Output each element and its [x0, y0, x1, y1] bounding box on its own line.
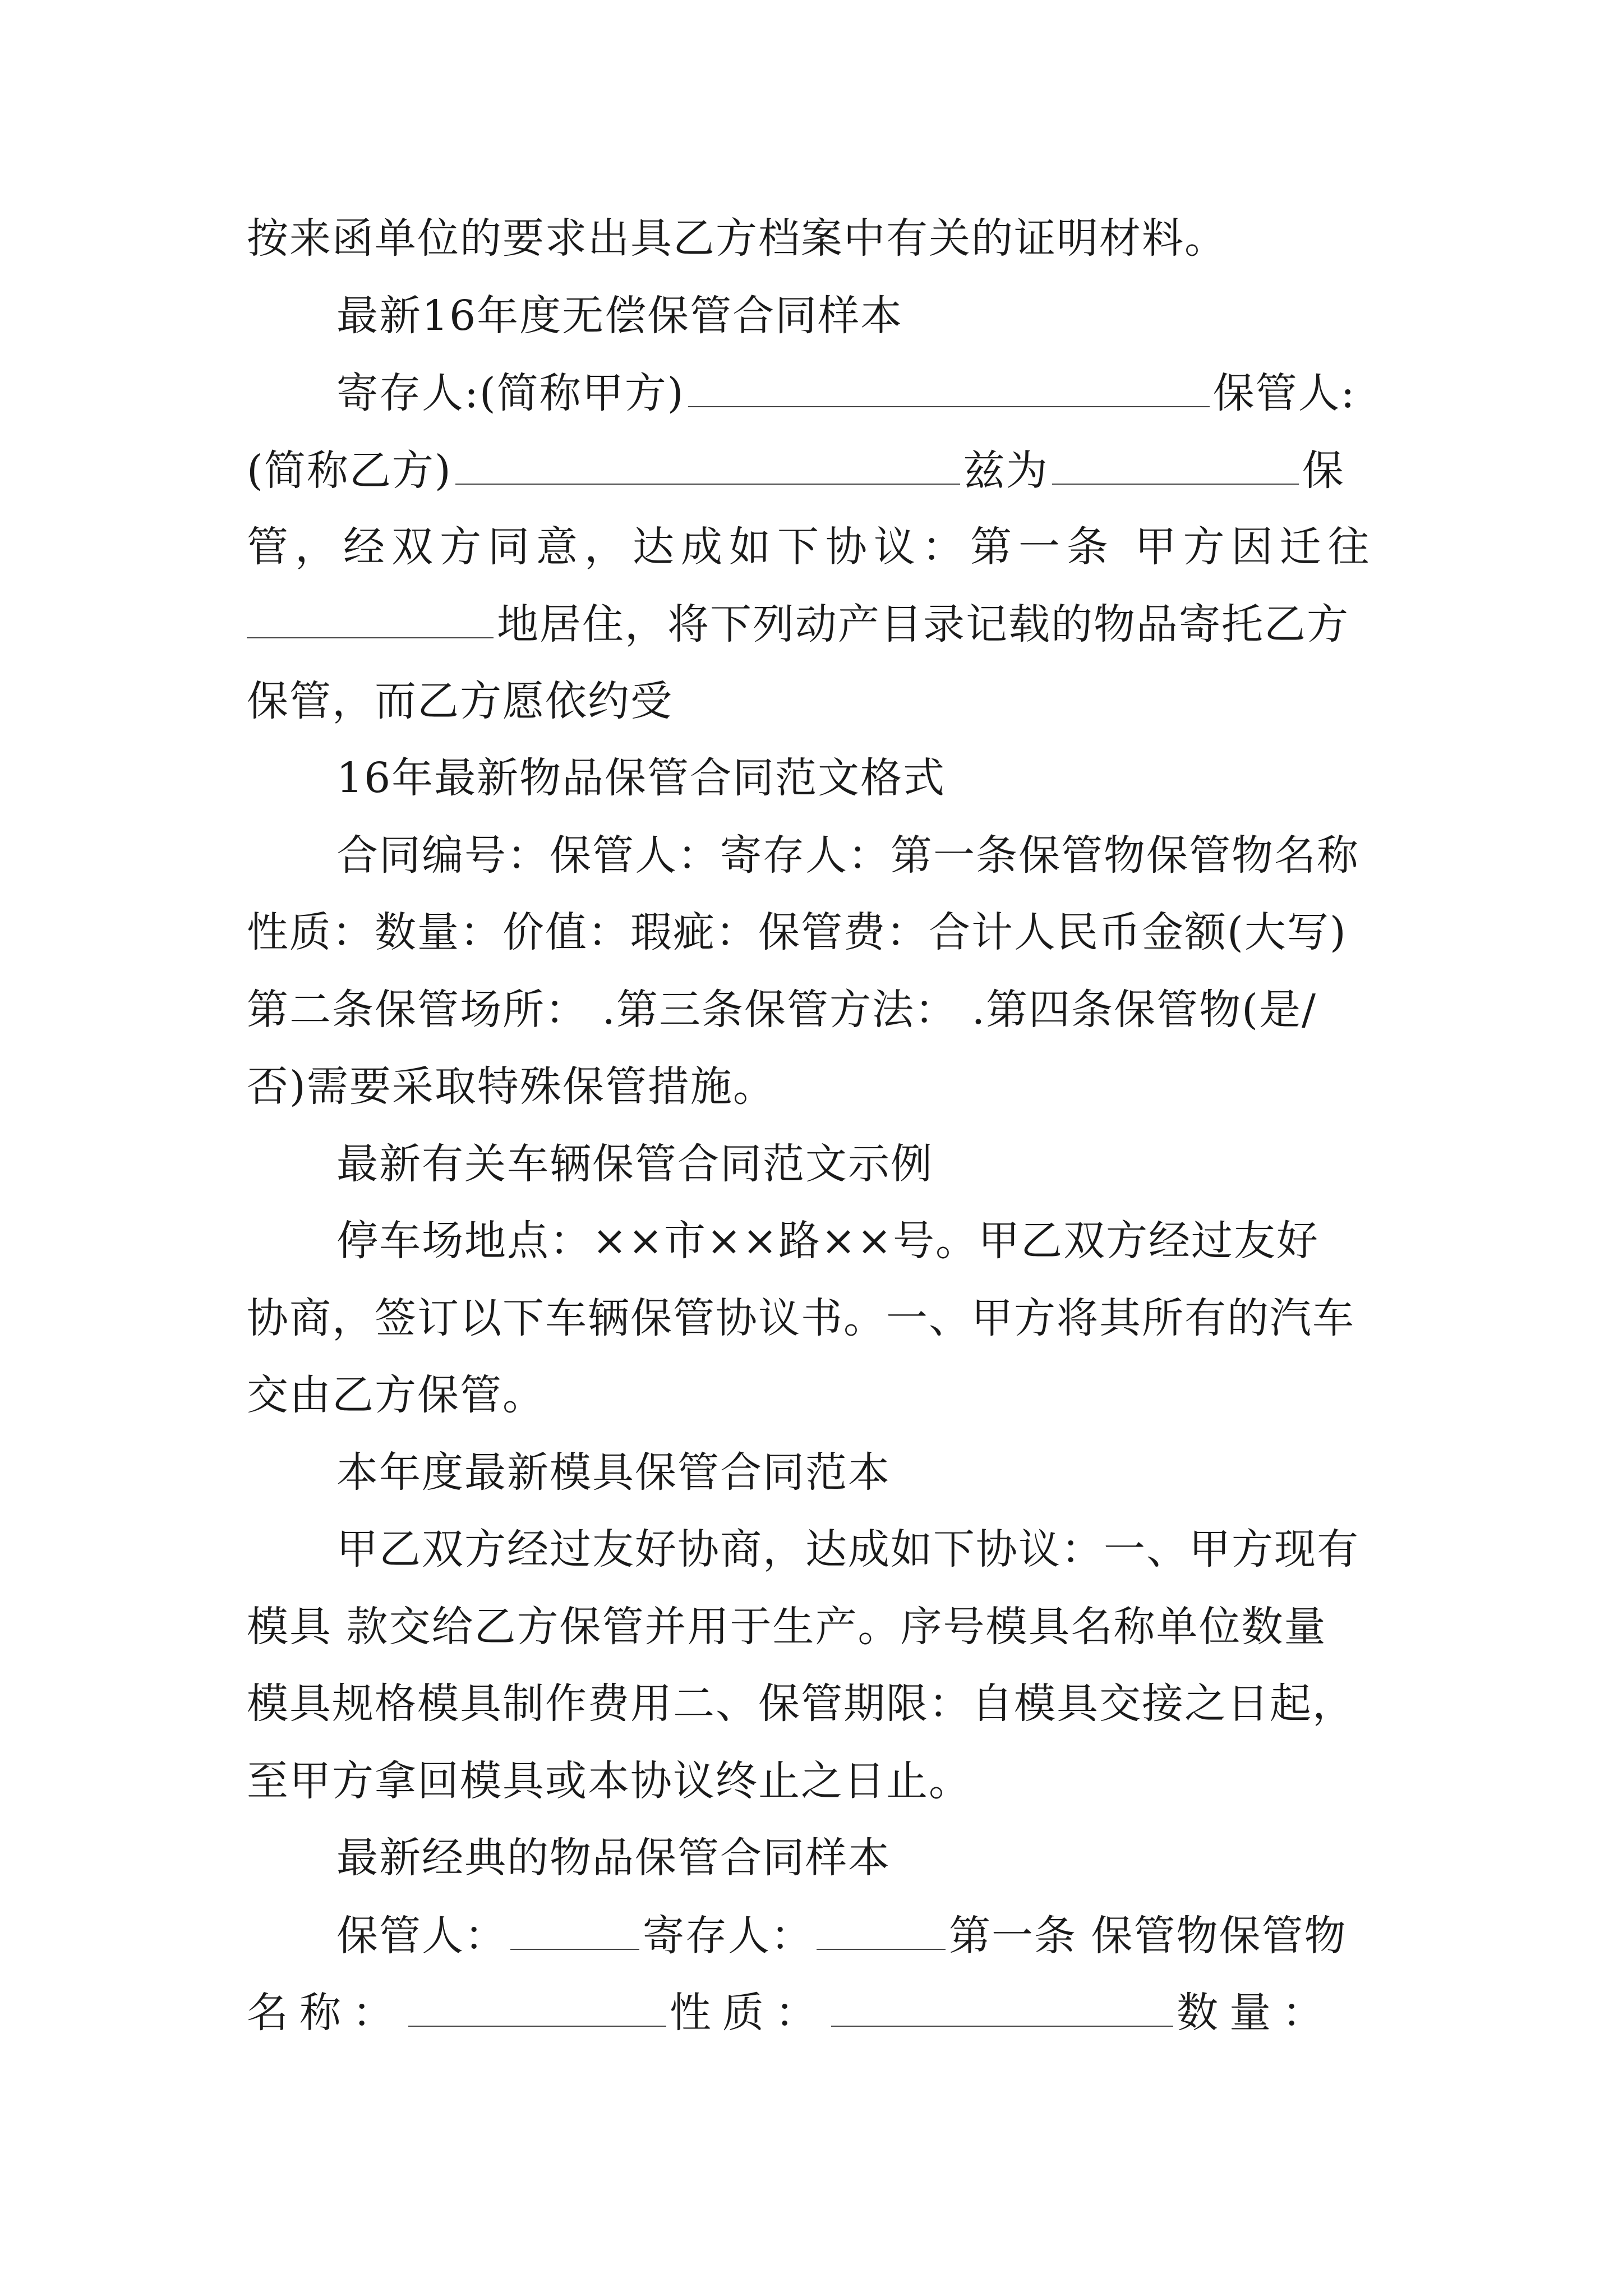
- text: 数量：: [1177, 1989, 1335, 2037]
- paragraph-line: [247, 519, 1385, 575]
- text: 停车场地点：××市××路××号。甲乙双方经过友好: [336, 1217, 1320, 1265]
- text: 至甲方拿回模具或本协议终止之日止。: [247, 1757, 971, 1805]
- paragraph-line: [247, 1290, 1385, 1346]
- paragraph-line: [247, 596, 1385, 652]
- fill-in-blank[interactable]: [831, 1984, 1173, 2027]
- text: 第一条 保管物保管物: [949, 1912, 1347, 1960]
- text: 否)需要采取特殊保管措施。: [247, 1062, 776, 1111]
- paragraph-line: [336, 1907, 1475, 1964]
- text: 保管，而乙方愿依约受: [247, 677, 673, 725]
- paragraph-line: [247, 442, 1385, 499]
- text: 管，经双方同意，达成如下协议：第一条 甲方因迁往: [247, 523, 1376, 571]
- paragraph-line: [247, 1059, 1385, 1115]
- section-heading: [336, 1830, 1475, 1886]
- fill-in-blank[interactable]: [817, 1907, 946, 1950]
- text: 保: [1302, 447, 1345, 495]
- paragraph-line: [247, 1599, 1385, 1655]
- text: 兹为: [963, 447, 1049, 495]
- fill-in-blank[interactable]: [688, 365, 1210, 407]
- text: 合同编号：保管人：寄存人：第一条保管物保管物名称: [336, 831, 1359, 880]
- heading-text: 16年最新物品保管合同范文格式: [336, 754, 946, 802]
- paragraph-line: [247, 1984, 1385, 2041]
- paragraph-line: [247, 210, 1385, 266]
- paragraph-line: [247, 1676, 1385, 1732]
- paragraph-line: [336, 365, 1475, 421]
- fill-in-blank[interactable]: [455, 442, 960, 485]
- fill-in-blank[interactable]: [247, 596, 494, 638]
- text: 保管人：: [336, 1912, 507, 1960]
- paragraph-line: [247, 673, 1385, 729]
- text: (简称乙方): [247, 447, 452, 495]
- fill-in-blank[interactable]: [408, 1984, 666, 2027]
- section-heading: [336, 1444, 1475, 1501]
- paragraph-line: [336, 1213, 1475, 1269]
- text: 模具 款交给乙方保管并用于生产。序号模具名称单位数量: [247, 1603, 1327, 1651]
- text: 性质：: [670, 1989, 828, 2037]
- text: 交由乙方保管。: [247, 1371, 545, 1419]
- text: 第二条保管场所： .第三条保管方法： .第四条保管物(是/: [247, 986, 1317, 1034]
- text: 名称：: [247, 1989, 405, 2037]
- text: 地居住，将下列动产目录记载的物品寄托乙方: [497, 600, 1349, 648]
- paragraph-line: [247, 1367, 1385, 1423]
- fill-in-blank[interactable]: [510, 1907, 639, 1950]
- text: 协商，签订以下车辆保管协议书。一、甲方将其所有的汽车: [247, 1294, 1355, 1342]
- text: 甲乙双方经过友好协商，达成如下协议：一、甲方现有: [336, 1525, 1359, 1573]
- heading-text: 本年度最新模具保管合同范本: [336, 1448, 891, 1497]
- text: 性质：数量：价值：瑕疵：保管费：合计人民币金额(大写): [247, 908, 1347, 956]
- paragraph-line: [336, 1521, 1475, 1577]
- paragraph-line: [247, 904, 1385, 960]
- text: 保管人:: [1212, 369, 1356, 417]
- text: 模具规格模具制作费用二、保管期限：自模具交接之日起，: [247, 1680, 1355, 1728]
- text: 寄存人:(简称甲方): [336, 369, 685, 417]
- section-heading: [336, 1136, 1475, 1192]
- fill-in-blank[interactable]: [1052, 442, 1299, 485]
- heading-text: 最新经典的物品保管合同样本: [336, 1834, 891, 1882]
- section-heading: [336, 288, 1475, 344]
- heading-text: 最新有关车辆保管合同范文示例: [336, 1140, 933, 1188]
- section-heading: [336, 750, 1475, 806]
- paragraph-line: [336, 827, 1475, 884]
- text: 按来函单位的要求出具乙方档案中有关的证明材料。: [247, 214, 1227, 263]
- paragraph-line: [247, 1753, 1385, 1809]
- text: 寄存人：: [643, 1912, 813, 1960]
- heading-text: 最新16年度无偿保管合同样本: [336, 292, 903, 340]
- paragraph-line: [247, 982, 1385, 1038]
